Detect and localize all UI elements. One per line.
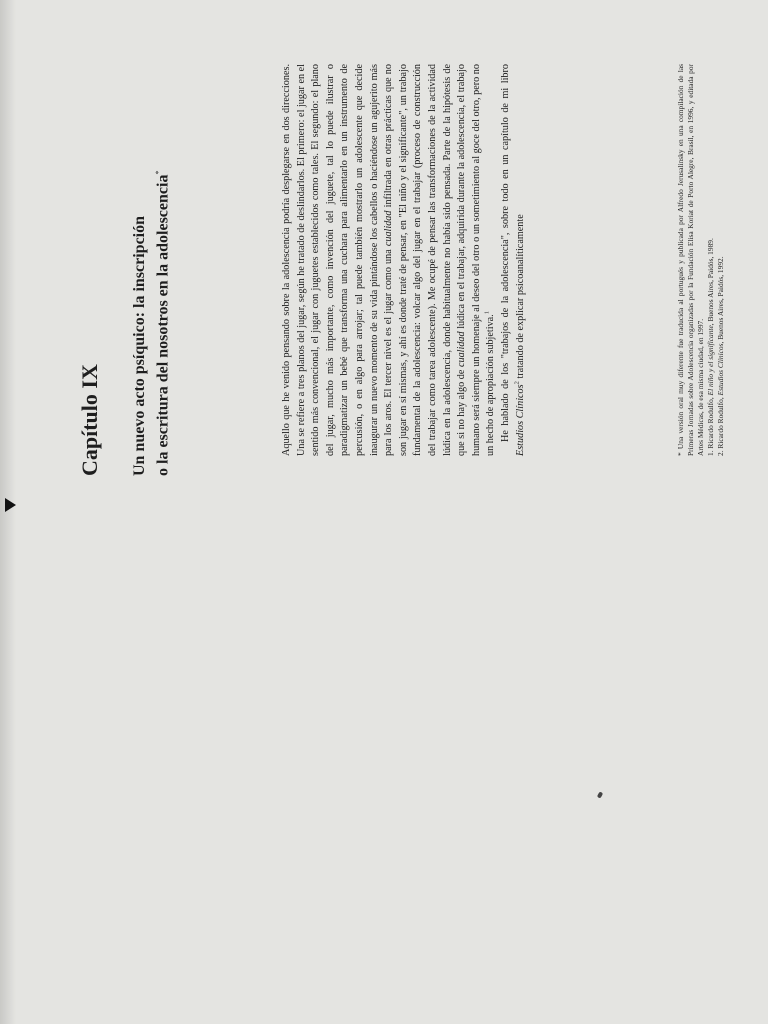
footnote-2-author: 2. Ricardo Rodulfo, xyxy=(716,395,725,456)
p2-text-a: He hablado de los "trabajos de la adolescencia", sobre todo en un capítulo de mi libro xyxy=(499,64,511,442)
footnote-star: * Una versión oral muy diferente fue traducida al portugués y publicada por Alfredo Jerusalinsky en una compilación de las Primeras Jornadas sobre Adolescencia organizadas por la Fundación Elisa Koriat de Porto Alegre, Brasil, en 1996, y editada por Artes Médicas, de esa misma ciudad, en 1997. xyxy=(676,64,705,456)
paragraph-1 xyxy=(280,64,499,456)
p2-text-b: tratando de explicar psicoanalíticamente xyxy=(514,214,526,382)
footnote-1 xyxy=(706,64,716,456)
chapter-title-line1: Un nuevo acto psíquico: la inscripción xyxy=(131,215,148,476)
footnote-2 xyxy=(716,64,726,456)
title-footnote-mark: * xyxy=(154,170,163,175)
p1-text-a: Aquello que he venido pensando sobre la adolescencia podría desplegarse en dos direcciones. Una se refiere a tres planos del jugar, según he tratado de deslindarlos. El primero: el jugar en el sentido más convencional, el jugar con juguetes establecidos como tales. El segundo: el plano del jugar, mucho más importante, como invención del juguete, tal lo puede ilustrar o paradigmatizar un bebé que transforma una cuchara para alimentarlo en un instrumento de percusión, o en algo para arrojar; tal puede también mostrarlo un adolescente que decide inaugurar un nuevo momento de su vida pintándose los cabellos o haciéndose un agujerito más para los aros. El tercer nivel es el jugar como una xyxy=(281,64,395,456)
p1-emphasis-1: cualidad xyxy=(383,210,395,247)
footnote-1-title: El niño y el significante xyxy=(706,325,715,396)
footnote-ref-1: 1 xyxy=(483,311,491,315)
footnote-ref-2: 2 xyxy=(513,381,521,385)
body-text xyxy=(280,64,528,456)
footnote-2-imprint: , Buenos Aires, Paidós, 1992. xyxy=(716,256,725,344)
footnotes xyxy=(676,64,726,456)
footnote-2-title: Estudios Clínicos xyxy=(716,343,725,396)
p1-text-b: infiltrada en otras prácticas que no son jugar en sí mismas, y ahí es donde traté de pensar, en "El niño y el significante", un trabajo fundamental de la adolescencia: volcar algo del jugar en el trabajar (proceso de construcción del trabajar como tarea adolescente). Me ocupé de pensar las transformaciones de la actividad lúdica en la adolescencia, donde habitualmente no había sido pensada. Parte de la hipótesis de que si no hay algo de xyxy=(383,64,468,456)
p2-emphasis: Estudios Clínicos xyxy=(514,384,526,456)
chapter-title xyxy=(130,36,172,476)
chapter-title-line2: o la escritura del nosotros en la adolescencia xyxy=(154,174,172,476)
paragraph-2 xyxy=(499,64,528,456)
footnote-1-author: 1. Ricardo Rodulfo, xyxy=(706,395,715,456)
chapter-label: Capítulo IX xyxy=(77,364,102,476)
p1-text-c: lúdica en el trabajar, adquirida durante la adolescencia, el trabajo humano será siempre un homenaje al deseo del otro o un sometimiento al goce del otro, pero no un hecho de apropiación subjetiva. xyxy=(456,64,497,456)
footnote-1-imprint: , Buenos Aires, Paidós, 1989. xyxy=(706,238,715,326)
p1-emphasis-2: cualidad xyxy=(456,331,468,368)
